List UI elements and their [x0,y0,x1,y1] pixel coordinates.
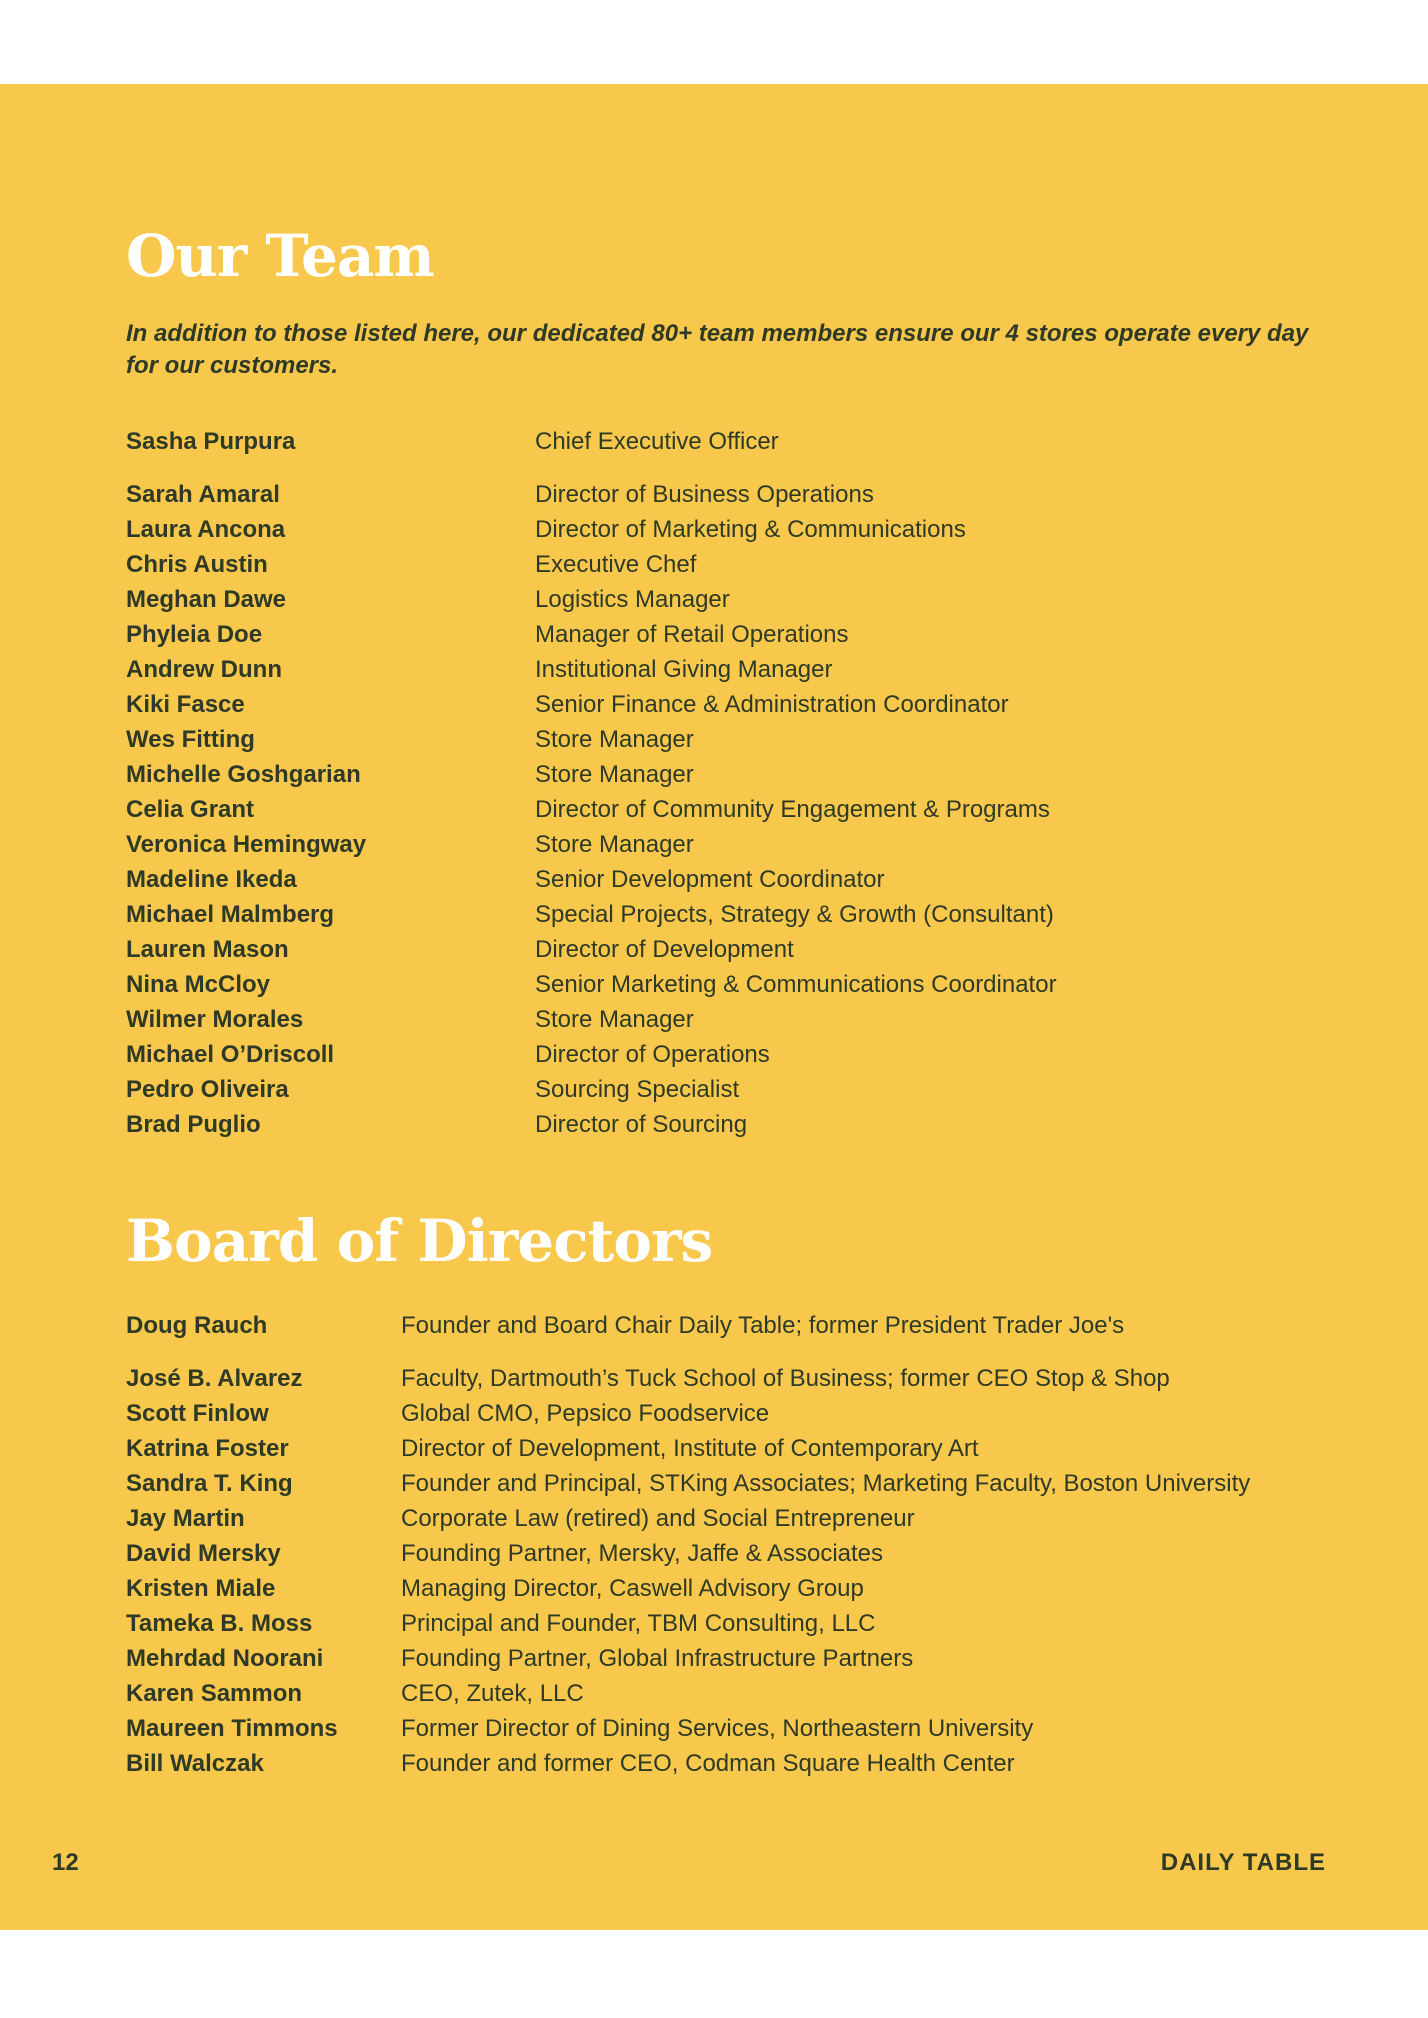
team-member-row [126,1037,1057,1072]
team-intro: In addition to those listed here, our dedicated 80+ team members ensure our 4 stores operate every day for our customers. [126,320,1309,379]
team-member-row [126,897,1057,932]
team-member-row [126,1072,1057,1107]
director-role: Corporate Law (retired) and Social Entrepreneur [401,1505,915,1532]
member-role: Store Manager [535,831,694,858]
director-row [126,1746,1250,1781]
board-lead-row [126,1308,1250,1343]
team-member-row [126,547,1057,582]
member-role: Chief Executive Officer [535,428,779,455]
team-member-row [126,722,1057,757]
member-name: Veronica Hemingway [126,831,367,858]
team-member-row [126,1002,1057,1037]
director-row [126,1466,1250,1501]
member-name: Sasha Purpura [126,428,296,455]
member-name: Michael O’Driscoll [126,1041,335,1068]
member-name: Meghan Dawe [126,586,287,613]
team-member-row [126,512,1057,547]
director-row [126,1536,1250,1571]
team-member-row [126,617,1057,652]
member-name: Pedro Oliveira [126,1076,289,1103]
director-row [126,1571,1250,1606]
director-name: José B. Alvarez [126,1365,303,1392]
director-name: Scott Finlow [126,1400,269,1427]
director-name: Maureen Timmons [126,1715,338,1742]
director-role: Global CMO, Pepsico Foodservice [401,1400,770,1427]
member-name: Lauren Mason [126,936,289,963]
team-member-row [126,477,1057,512]
director-role: Managing Director, Caswell Advisory Group [401,1575,864,1602]
member-name: Madeline Ikeda [126,866,297,893]
director-role: Founder and Principal, STKing Associates; Marketing Faculty, Boston University [401,1470,1251,1497]
page-number: 12 [52,1849,79,1876]
director-role: Director of Development, Institute of Contemporary Art [401,1435,979,1462]
director-role: CEO, Zutek, LLC [401,1680,584,1707]
member-name: Brad Puglio [126,1111,261,1138]
member-name: Michael Malmberg [126,901,335,928]
member-role: Senior Marketing & Communications Coordinator [535,971,1057,998]
member-name: Chris Austin [126,551,268,578]
member-name: Nina McCloy [126,971,271,998]
director-role: Founding Partner, Mersky, Jaffe & Associates [401,1540,884,1567]
director-name: David Mersky [126,1540,281,1567]
member-role: Director of Sourcing [535,1111,748,1138]
member-name: Phyleia Doe [126,621,263,648]
team-heading: Our Team [126,222,434,290]
team-member-row [126,827,1057,862]
team-member-row [126,1107,1057,1142]
member-role: Logistics Manager [535,586,730,613]
member-role: Store Manager [535,761,694,788]
director-row [126,1641,1250,1676]
member-role: Manager of Retail Operations [535,621,849,648]
team-member-row [126,967,1057,1002]
director-name: Doug Rauch [126,1312,268,1339]
member-role: Director of Operations [535,1041,770,1068]
director-name: Katrina Foster [126,1435,289,1462]
member-role: Special Projects, Strategy & Growth (Consultant) [535,901,1054,928]
member-role: Director of Business Operations [535,481,874,508]
member-name: Wilmer Morales [126,1006,304,1033]
director-name: Sandra T. King [126,1470,293,1497]
director-role: Founder and former CEO, Codman Square Health Center [401,1750,1015,1777]
member-role: Store Manager [535,1006,694,1033]
director-name: Kristen Miale [126,1575,276,1602]
member-role: Store Manager [535,726,694,753]
member-name: Celia Grant [126,796,255,823]
team-member-row [126,582,1057,617]
brand-name: DAILY TABLE [1160,1849,1326,1876]
director-row [126,1501,1250,1536]
member-name: Michelle Goshgarian [126,761,361,788]
team-lead-row [126,424,1057,459]
director-row [126,1606,1250,1641]
team-member-row [126,792,1057,827]
director-role: Former Director of Dining Services, Northeastern University [401,1715,1034,1742]
team-member-row [126,652,1057,687]
page [0,84,1428,1930]
director-row [126,1711,1250,1746]
director-name: Bill Walczak [126,1750,264,1777]
director-row [126,1361,1250,1396]
team-member-row [126,687,1057,722]
member-role: Senior Finance & Administration Coordinator [535,691,1009,718]
director-name: Karen Sammon [126,1680,303,1707]
director-name: Tameka B. Moss [126,1610,313,1637]
director-role: Founding Partner, Global Infrastructure Partners [401,1645,914,1672]
team-list [126,424,1057,1142]
director-row [126,1676,1250,1711]
director-role: Faculty, Dartmouth’s Tuck School of Business; former CEO Stop & Shop [401,1365,1170,1392]
member-name: Kiki Fasce [126,691,245,718]
member-role: Institutional Giving Manager [535,656,833,683]
member-name: Laura Ancona [126,516,286,543]
team-member-row [126,757,1057,792]
team-member-row [126,932,1057,967]
member-role: Director of Development [535,936,794,963]
director-name: Mehrdad Noorani [126,1645,324,1672]
member-role: Executive Chef [535,551,697,578]
director-role: Principal and Founder, TBM Consulting, LLC [401,1610,876,1637]
director-name: Jay Martin [126,1505,245,1532]
director-row [126,1431,1250,1466]
board-list [126,1308,1250,1781]
member-name: Sarah Amaral [126,481,280,508]
member-name: Wes Fitting [126,726,255,753]
member-role: Director of Marketing & Communications [535,516,966,543]
member-role: Senior Development Coordinator [535,866,885,893]
member-role: Director of Community Engagement & Programs [535,796,1050,823]
board-heading: Board of Directors [126,1207,713,1275]
team-member-row [126,862,1057,897]
member-name: Andrew Dunn [126,656,282,683]
director-role: Founder and Board Chair Daily Table; former President Trader Joe's [401,1312,1125,1339]
director-row [126,1396,1250,1431]
member-role: Sourcing Specialist [535,1076,740,1103]
